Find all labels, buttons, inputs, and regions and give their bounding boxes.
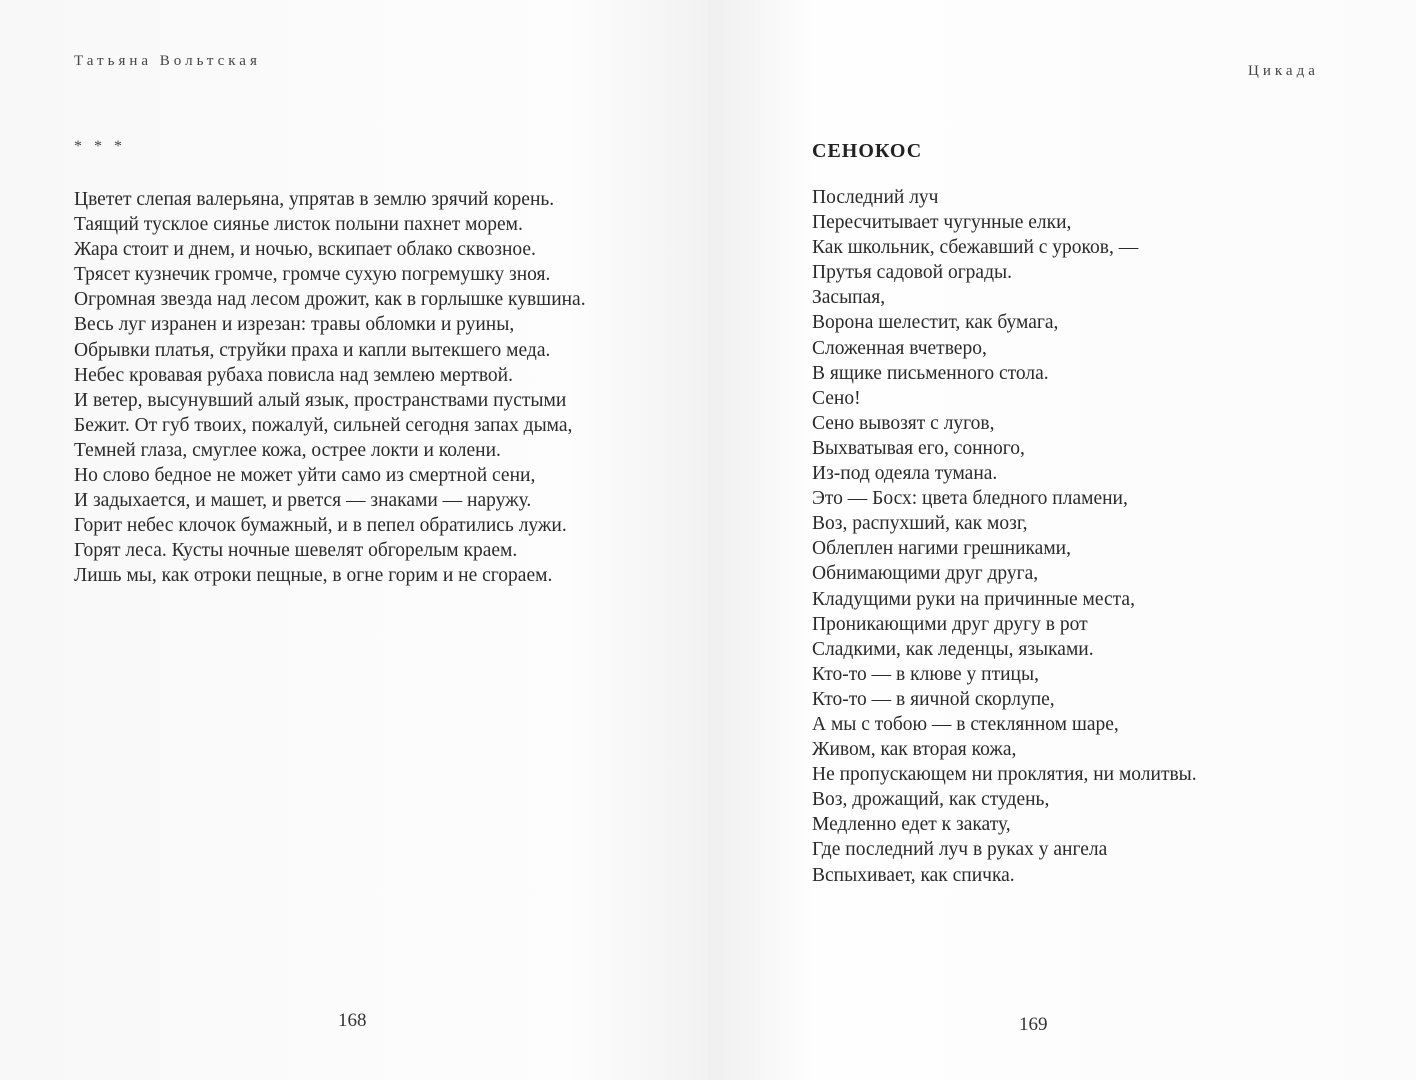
- poem-line: Живом, как вторая кожа,: [812, 739, 1017, 761]
- poem-line: Медленно едет к закату,: [812, 814, 1011, 836]
- poem-line: Ворона шелестит, как бумага,: [812, 312, 1059, 334]
- poem-line: Небес кровавая рубаха повисла над землею мертвой.: [74, 364, 513, 386]
- right-page: [708, 0, 1416, 1080]
- poem-line: Последний луч: [812, 187, 939, 208]
- poem-line: Лишь мы, как отроки пещные, в огне горим и не сгораем.: [74, 565, 553, 587]
- poem-line: Воз, распухший, как мозг,: [812, 513, 1028, 535]
- poem-line: Из-под одеяла тумана.: [812, 463, 998, 485]
- poem-line: Засыпая,: [812, 287, 886, 309]
- poem-line: Сложенная вчетверо,: [812, 337, 987, 359]
- poem-line: Пересчитывает чугунные елки,: [812, 212, 1072, 234]
- poem-line: Кладущими руки на причинные места,: [812, 588, 1135, 610]
- page-number: 168: [338, 1010, 367, 1031]
- poem-line: Сладкими, как леденцы, языками.: [812, 638, 1094, 660]
- poem-line: Сено!: [812, 387, 861, 409]
- poem-line: Кто-то — в яичной скорлупе,: [812, 688, 1055, 710]
- poem-line: И задыхается, и машет, и рвется — знаками — наружу.: [74, 490, 532, 512]
- poem-line: Трясет кузнечик громче, громче сухую погремушку зноя.: [74, 264, 551, 286]
- poem-line: Бежит. От губ твоих, пожалуй, сильней сегодня запах дыма,: [74, 414, 573, 436]
- poem-line: Таящий тусклое сиянье листок полыни пахнет морем.: [74, 214, 523, 236]
- section-mark: * * *: [74, 138, 126, 155]
- poem-line: В ящике письменного стола.: [812, 362, 1049, 384]
- poem-line: Горит небес клочок бумажный, и в пепел обратились лужи.: [74, 515, 567, 537]
- poem-line: Воз, дрожащий, как студень,: [812, 789, 1050, 811]
- poem-line: Огромная звезда над лесом дрожит, как в горлышке кувшина.: [74, 289, 586, 311]
- poem-title: СЕНОКОС: [812, 140, 923, 162]
- poem-line: Весь луг изранен и изрезан: травы обломки и руины,: [74, 314, 515, 336]
- poem-line: Жара стоит и днем, и ночью, вскипает облако сквозное.: [74, 239, 536, 261]
- poem-line: Не пропускающем ни проклятия, ни молитвы.: [812, 764, 1197, 786]
- poem-untitled: [74, 187, 586, 589]
- poem-line: Прутья садовой ограды.: [812, 262, 1012, 284]
- poem-line: Кто-то — в клюве у птицы,: [812, 663, 1039, 685]
- running-head-author: Татьяна Вольтская: [74, 53, 261, 69]
- poem-line: Вспыхивает, как спичка.: [812, 864, 1015, 886]
- poem-line: Где последний луч в руках у ангела: [812, 839, 1108, 861]
- poem-line: Как школьник, сбежавший с уроков, —: [812, 237, 1139, 259]
- poem-line: Облеплен нагими грешниками,: [812, 538, 1071, 560]
- poem-line: Но слово бедное не может уйти само из смертной сени,: [74, 465, 536, 487]
- poem-line: И ветер, высунувший алый язык, пространствами пустыми: [74, 389, 567, 411]
- poem-line: Цветет слепая валерьяна, упрятав в землю зрячий корень.: [74, 189, 555, 210]
- poem-line: Обрывки платья, струйки праха и капли вытекшего меда.: [74, 339, 551, 361]
- poem-line: Темней глаза, смуглее кожа, острее локти и колени.: [74, 439, 501, 461]
- poem-line: Выхватывая его, сонного,: [812, 437, 1025, 459]
- poem-line: Горят леса. Кусты ночные шевелят обгорелым краем.: [74, 540, 518, 562]
- poem-line: Обнимающими друг друга,: [812, 563, 1039, 585]
- page-number: 169: [1019, 1014, 1048, 1035]
- poem-line: Это — Босх: цвета бледного пламени,: [812, 488, 1128, 510]
- poem-line: Проникающими друг другу в рот: [812, 613, 1088, 635]
- poem-line: А мы с тобою — в стеклянном шаре,: [812, 713, 1119, 735]
- running-head-book: Цикада: [1248, 63, 1319, 79]
- poem-senokos: [812, 185, 1197, 888]
- poem-line: Сено вывозят с лугов,: [812, 412, 995, 434]
